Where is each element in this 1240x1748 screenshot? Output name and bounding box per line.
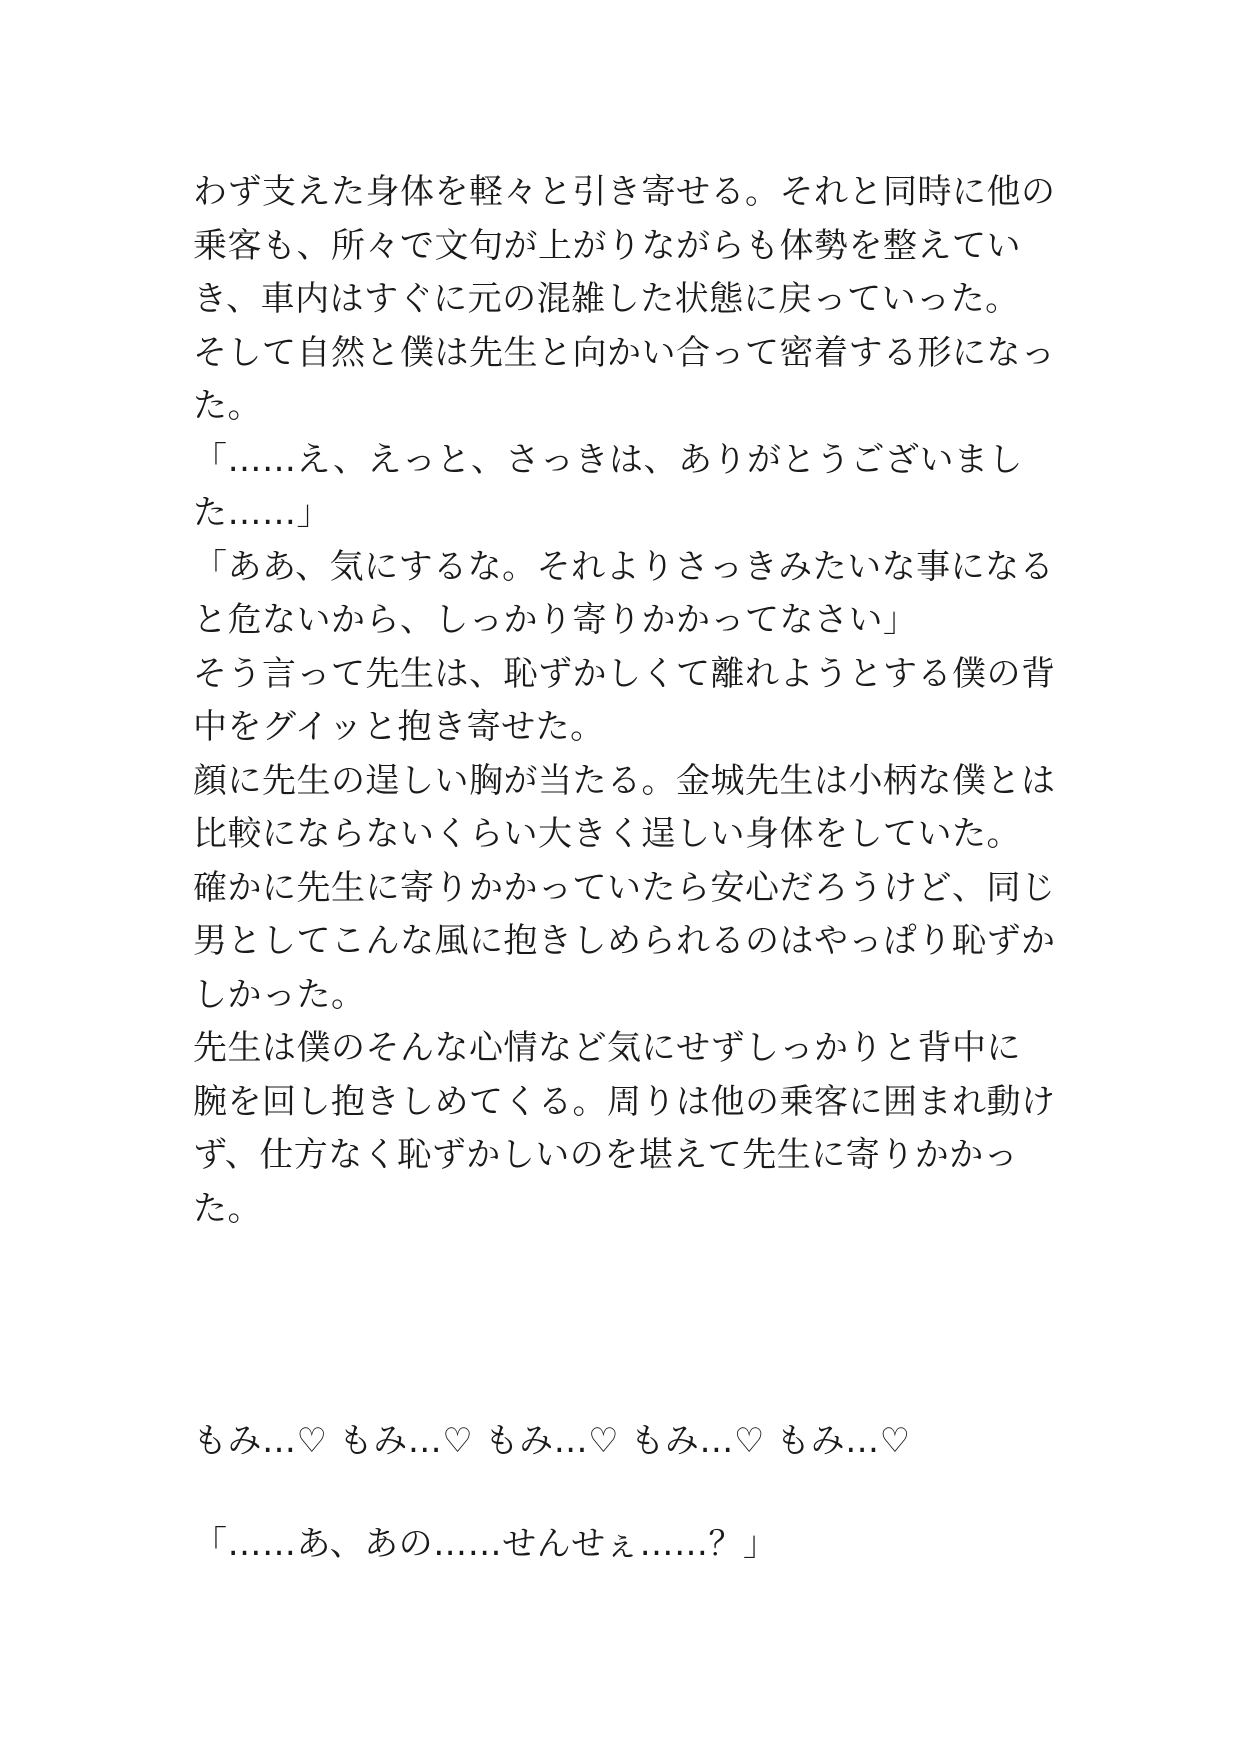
text-line: 「……え、えっと、さっきは、ありがとうございまし — [193, 439, 1024, 480]
text-line: 確かに先生に寄りかかっていたら安心だろうけど、同じ — [193, 867, 1056, 908]
text-line: き、車内はすぐに元の混雑した状態に戻っていった。 — [193, 279, 1020, 319]
text-line: た……」 — [193, 493, 331, 533]
text-line: わず支えた身体を軽々と引き寄せる。それと同時に他の — [193, 172, 1056, 212]
sound-effect-line: もみ…♡ もみ…♡ もみ…♡ もみ…♡ もみ…♡ — [193, 1421, 911, 1461]
text-line: 比較にならないくらい大きく逞しい身体をしていた。 — [193, 814, 1021, 854]
text-line: そう言って先生は、恥ずかしくて離れようとする僕の背 — [193, 653, 1056, 694]
text-line: 顔に先生の逞しい胸が当たる。金城先生は小柄な僕とは — [193, 760, 1056, 801]
text-line: 腕を回し抱きしめてくる。周りは他の乗客に囲まれ動け — [193, 1081, 1056, 1122]
text-line: 男としてこんな風に抱きしめられるのはやっぱり恥ずか — [193, 921, 1056, 961]
text-line: そして自然と僕は先生と向かい合って密着する形になっ — [193, 332, 1056, 373]
text-line: た。 — [193, 1188, 262, 1229]
text-line: 乗客も、所々で文句が上がりながらも体勢を整えてい — [193, 225, 1021, 266]
text-line: 中をグイッと抱き寄せた。 — [193, 707, 605, 747]
body-text — [193, 166, 1073, 1236]
text-line: ず、仕方なく恥ずかしいのを堪えて先生に寄りかかっ — [193, 1135, 1019, 1175]
text-line: 先生は僕のそんな心情など気にせずしっかりと背中に — [193, 1028, 1021, 1068]
dialogue-line: 「……あ、あの……せんせぇ……？」 — [193, 1524, 778, 1564]
text-line: 「ああ、気にするな。それよりさっきみたいな事になる — [193, 546, 1055, 587]
text-line: しかった。 — [193, 974, 366, 1015]
text-line: た。 — [193, 386, 262, 426]
text-line: と危ないから、しっかり寄りかかってなさい」 — [193, 600, 918, 640]
